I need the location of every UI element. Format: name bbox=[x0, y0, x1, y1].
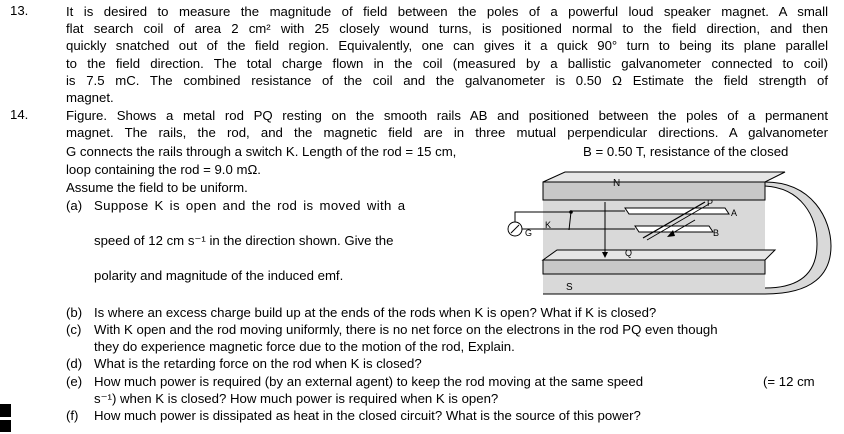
label-a: A bbox=[731, 208, 738, 218]
sub-a-line1: Suppose K is open and the rod is moved with a bbox=[94, 198, 406, 213]
rail-a bbox=[625, 208, 729, 214]
sub-e-line1-right: (= 12 cm bbox=[763, 374, 815, 389]
q13-line: quickly snatched out of the field region. Equivalently, one can gives it a quick 90° turn to being its plane parallel bbox=[66, 38, 828, 54]
sub-f-text: How much power is dissipated as heat in the closed circuit? What is the source of this power? bbox=[94, 408, 641, 423]
sub-label-a: (a) bbox=[66, 198, 83, 213]
sub-label-c: (c) bbox=[66, 322, 82, 337]
question-13-number: 13. bbox=[10, 3, 29, 18]
sub-e-line2: s⁻¹) when K is closed? How much power is required when K is open? bbox=[94, 391, 499, 406]
north-pole-plate bbox=[543, 182, 765, 200]
sub-a-line2: speed of 12 cm s⁻¹ in the direction shown. Give the bbox=[94, 233, 394, 248]
south-pole-top bbox=[543, 250, 775, 260]
sub-b-text: Is where an excess charge build up at the ends of the rods when K is open? What if K is closed? bbox=[94, 305, 657, 320]
label-s: S bbox=[566, 282, 573, 293]
label-q: Q bbox=[625, 248, 633, 258]
margin-mark bbox=[0, 420, 11, 432]
south-pole-plate bbox=[543, 260, 765, 274]
sub-question-b bbox=[66, 305, 656, 321]
q14-line4: loop containing the rod = 9.0 mΩ. bbox=[66, 162, 261, 177]
question-14-intro bbox=[66, 107, 828, 141]
q14-line: Figure. Shows a metal rod PQ resting on the smooth rails AB and positioned between the poles of a permanent bbox=[66, 108, 828, 123]
sub-question-f bbox=[66, 408, 641, 424]
sub-label-b: (b) bbox=[66, 305, 83, 320]
sub-c-line1: With K open and the rod moving uniformly, there is no net force on the electrons in the rod PQ even though bbox=[94, 322, 718, 337]
rod-on-rails-figure bbox=[495, 170, 835, 300]
q14-line3-left: G connects the rails through a switch K. Length of the rod = 15 cm, bbox=[66, 144, 457, 159]
q13-line: flat search coil of area 2 cm² with 25 closely wound turns, is positioned normal to the field direction, and then bbox=[66, 21, 828, 37]
q14-line3-right: B = 0.50 T, resistance of the closed bbox=[583, 144, 789, 159]
label-b: B bbox=[713, 228, 720, 238]
sub-a-line3: polarity and magnitude of the induced emf. bbox=[94, 268, 344, 283]
sub-e-line1: How much power is required (by an external agent) to keep the rod moving at the same speed bbox=[94, 374, 644, 389]
label-g: G bbox=[525, 228, 533, 238]
sub-c-line2: they do experience magnetic force due to the motion of the rod, Explain. bbox=[94, 339, 515, 354]
question-13-text bbox=[66, 3, 828, 106]
sub-question-e bbox=[66, 374, 643, 390]
label-p: P bbox=[707, 198, 714, 208]
sub-question-c bbox=[66, 322, 718, 338]
q14-line5: Assume the field to be uniform. bbox=[66, 180, 248, 195]
sub-d-text: What is the retarding force on the rod when K is closed? bbox=[94, 356, 422, 371]
north-pole-top bbox=[543, 172, 785, 182]
q13-line: to the field direction. The total charge flown in the coil (measured by a ballistic galvanometer connected to coil) bbox=[66, 55, 828, 71]
sub-question-d bbox=[66, 356, 422, 372]
q14-line: magnet. The rails, the rod, and the magnetic field are in three mutual perpendicular directions. A galvanometer bbox=[66, 125, 828, 141]
sub-question-a bbox=[66, 198, 405, 214]
q13-line: magnet. bbox=[66, 89, 114, 105]
rail-b bbox=[635, 226, 713, 232]
label-k: K bbox=[545, 220, 552, 230]
sub-label-f: (f) bbox=[66, 408, 79, 423]
sub-label-e: (e) bbox=[66, 374, 83, 389]
q13-line: It is desired to measure the magnitude of field between the poles of a powerful loud speaker magnet. A small bbox=[66, 4, 828, 19]
margin-mark bbox=[0, 404, 11, 417]
question-14-number: 14. bbox=[10, 107, 29, 122]
label-n: N bbox=[613, 178, 621, 189]
q13-line: is 7.5 mC. The combined resistance of the coil and the galvanometer is 0.50 Ω Estimate the field strength of bbox=[66, 72, 828, 88]
sub-label-d: (d) bbox=[66, 356, 83, 371]
